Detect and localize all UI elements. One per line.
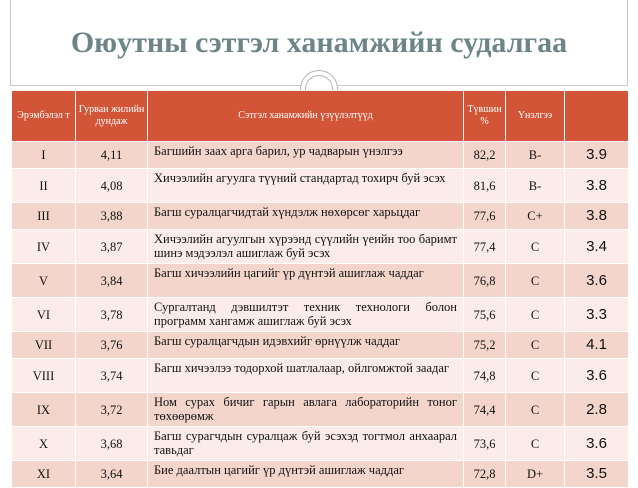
row-description: Багш суралцагчдын идэвхийг өрнүүлж чаддаг	[148, 332, 464, 359]
header-grade: Үнэлгээ	[506, 91, 565, 142]
row-rank: XI	[12, 461, 76, 488]
row-average: 3,72	[76, 393, 148, 427]
header-level: Түвшин %	[464, 91, 506, 142]
header-average: Гурван жилийн дундаж	[76, 91, 148, 142]
header-indicators: Сэтгэл ханамжийн үзүүлэлтүүд	[148, 91, 464, 142]
page-title: Оюутны сэтгэл ханамжийн судалгаа	[70, 26, 568, 59]
row-score: 3.8	[565, 203, 629, 230]
row-level: 75,6	[464, 298, 506, 332]
row-average: 3,84	[76, 264, 148, 298]
table-header-row	[12, 91, 629, 142]
table-row	[12, 427, 629, 461]
row-average: 3,74	[76, 359, 148, 393]
row-level: 76,8	[464, 264, 506, 298]
row-grade: C+	[506, 203, 565, 230]
row-grade: D+	[506, 461, 565, 488]
row-level: 82,2	[464, 142, 506, 169]
row-description: Бие даалтын цагийг үр дүнтэй ашиглаж чаддаг	[148, 461, 464, 488]
row-average: 3,78	[76, 298, 148, 332]
row-grade: C	[506, 230, 565, 264]
row-level: 75,2	[464, 332, 506, 359]
row-score: 3.5	[565, 461, 629, 488]
table-row	[12, 393, 629, 427]
row-score: 3.9	[565, 142, 629, 169]
row-average: 4,11	[76, 142, 148, 169]
row-score: 3.6	[565, 264, 629, 298]
row-description: Ном сурах бичиг гарын авлага лабораторийн тоног төхөөрөмж	[148, 393, 464, 427]
row-score: 3.6	[565, 427, 629, 461]
row-grade: B-	[506, 142, 565, 169]
row-score: 3.4	[565, 230, 629, 264]
row-rank: IX	[12, 393, 76, 427]
table-row	[12, 298, 629, 332]
satisfaction-table	[11, 90, 629, 488]
table-row	[12, 203, 629, 230]
table-row	[12, 169, 629, 203]
row-score: 2.8	[565, 393, 629, 427]
row-description: Багш хичээлийн цагийг үр дүнтэй ашиглаж чаддаг	[148, 264, 464, 298]
row-rank: II	[12, 169, 76, 203]
row-description: Хичээлийн агуулга түүний стандартад тохирч буй эсэх	[148, 169, 464, 203]
row-average: 4,08	[76, 169, 148, 203]
row-rank: IV	[12, 230, 76, 264]
row-average: 3,64	[76, 461, 148, 488]
header-score	[565, 91, 629, 142]
table-row	[12, 461, 629, 488]
row-rank: III	[12, 203, 76, 230]
row-description: Багшийн заах арга барил, ур чадварын үнэлгээ	[148, 142, 464, 169]
table-row	[12, 230, 629, 264]
row-grade: C	[506, 298, 565, 332]
row-rank: VII	[12, 332, 76, 359]
row-score: 4.1	[565, 332, 629, 359]
row-description: Сургалтанд дэвшилтэт техник технологи болон программ хангамж ашиглаж буй эсэх	[148, 298, 464, 332]
row-level: 77,6	[464, 203, 506, 230]
row-grade: C	[506, 264, 565, 298]
row-level: 81,6	[464, 169, 506, 203]
row-rank: V	[12, 264, 76, 298]
row-grade: C	[506, 393, 565, 427]
row-average: 3,87	[76, 230, 148, 264]
row-score: 3.3	[565, 298, 629, 332]
row-description: Багш хичээлээ тодорхой шатлалаар, ойлгомжтой заадаг	[148, 359, 464, 393]
row-description: Багш суралцагчидтай хүндэлж нөхөрсөг харьцдаг	[148, 203, 464, 230]
row-level: 72,8	[464, 461, 506, 488]
row-level: 74,4	[464, 393, 506, 427]
row-description: Хичээлийн агуулгын хүрээнд сүүлийн үеийн тоо баримт шинэ мэдээлэл ашиглаж буй эсэх	[148, 230, 464, 264]
row-score: 3.8	[565, 169, 629, 203]
row-score: 3.6	[565, 359, 629, 393]
row-grade: B-	[506, 169, 565, 203]
row-level: 73,6	[464, 427, 506, 461]
table-row	[12, 332, 629, 359]
table-row	[12, 142, 629, 169]
table-row	[12, 264, 629, 298]
row-grade: C	[506, 359, 565, 393]
row-description: Багш сурагчдын суралцаж буй эсэхэд тогтмол анхаарал тавьдаг	[148, 427, 464, 461]
row-average: 3,76	[76, 332, 148, 359]
row-rank: I	[12, 142, 76, 169]
row-level: 77,4	[464, 230, 506, 264]
row-rank: VI	[12, 298, 76, 332]
row-average: 3,68	[76, 427, 148, 461]
row-rank: VIII	[12, 359, 76, 393]
row-average: 3,88	[76, 203, 148, 230]
header-rank: Эрэмбэлэл т	[12, 91, 76, 142]
row-grade: C	[506, 332, 565, 359]
table-row	[12, 359, 629, 393]
row-rank: X	[12, 427, 76, 461]
row-grade: C	[506, 427, 565, 461]
row-level: 74,8	[464, 359, 506, 393]
